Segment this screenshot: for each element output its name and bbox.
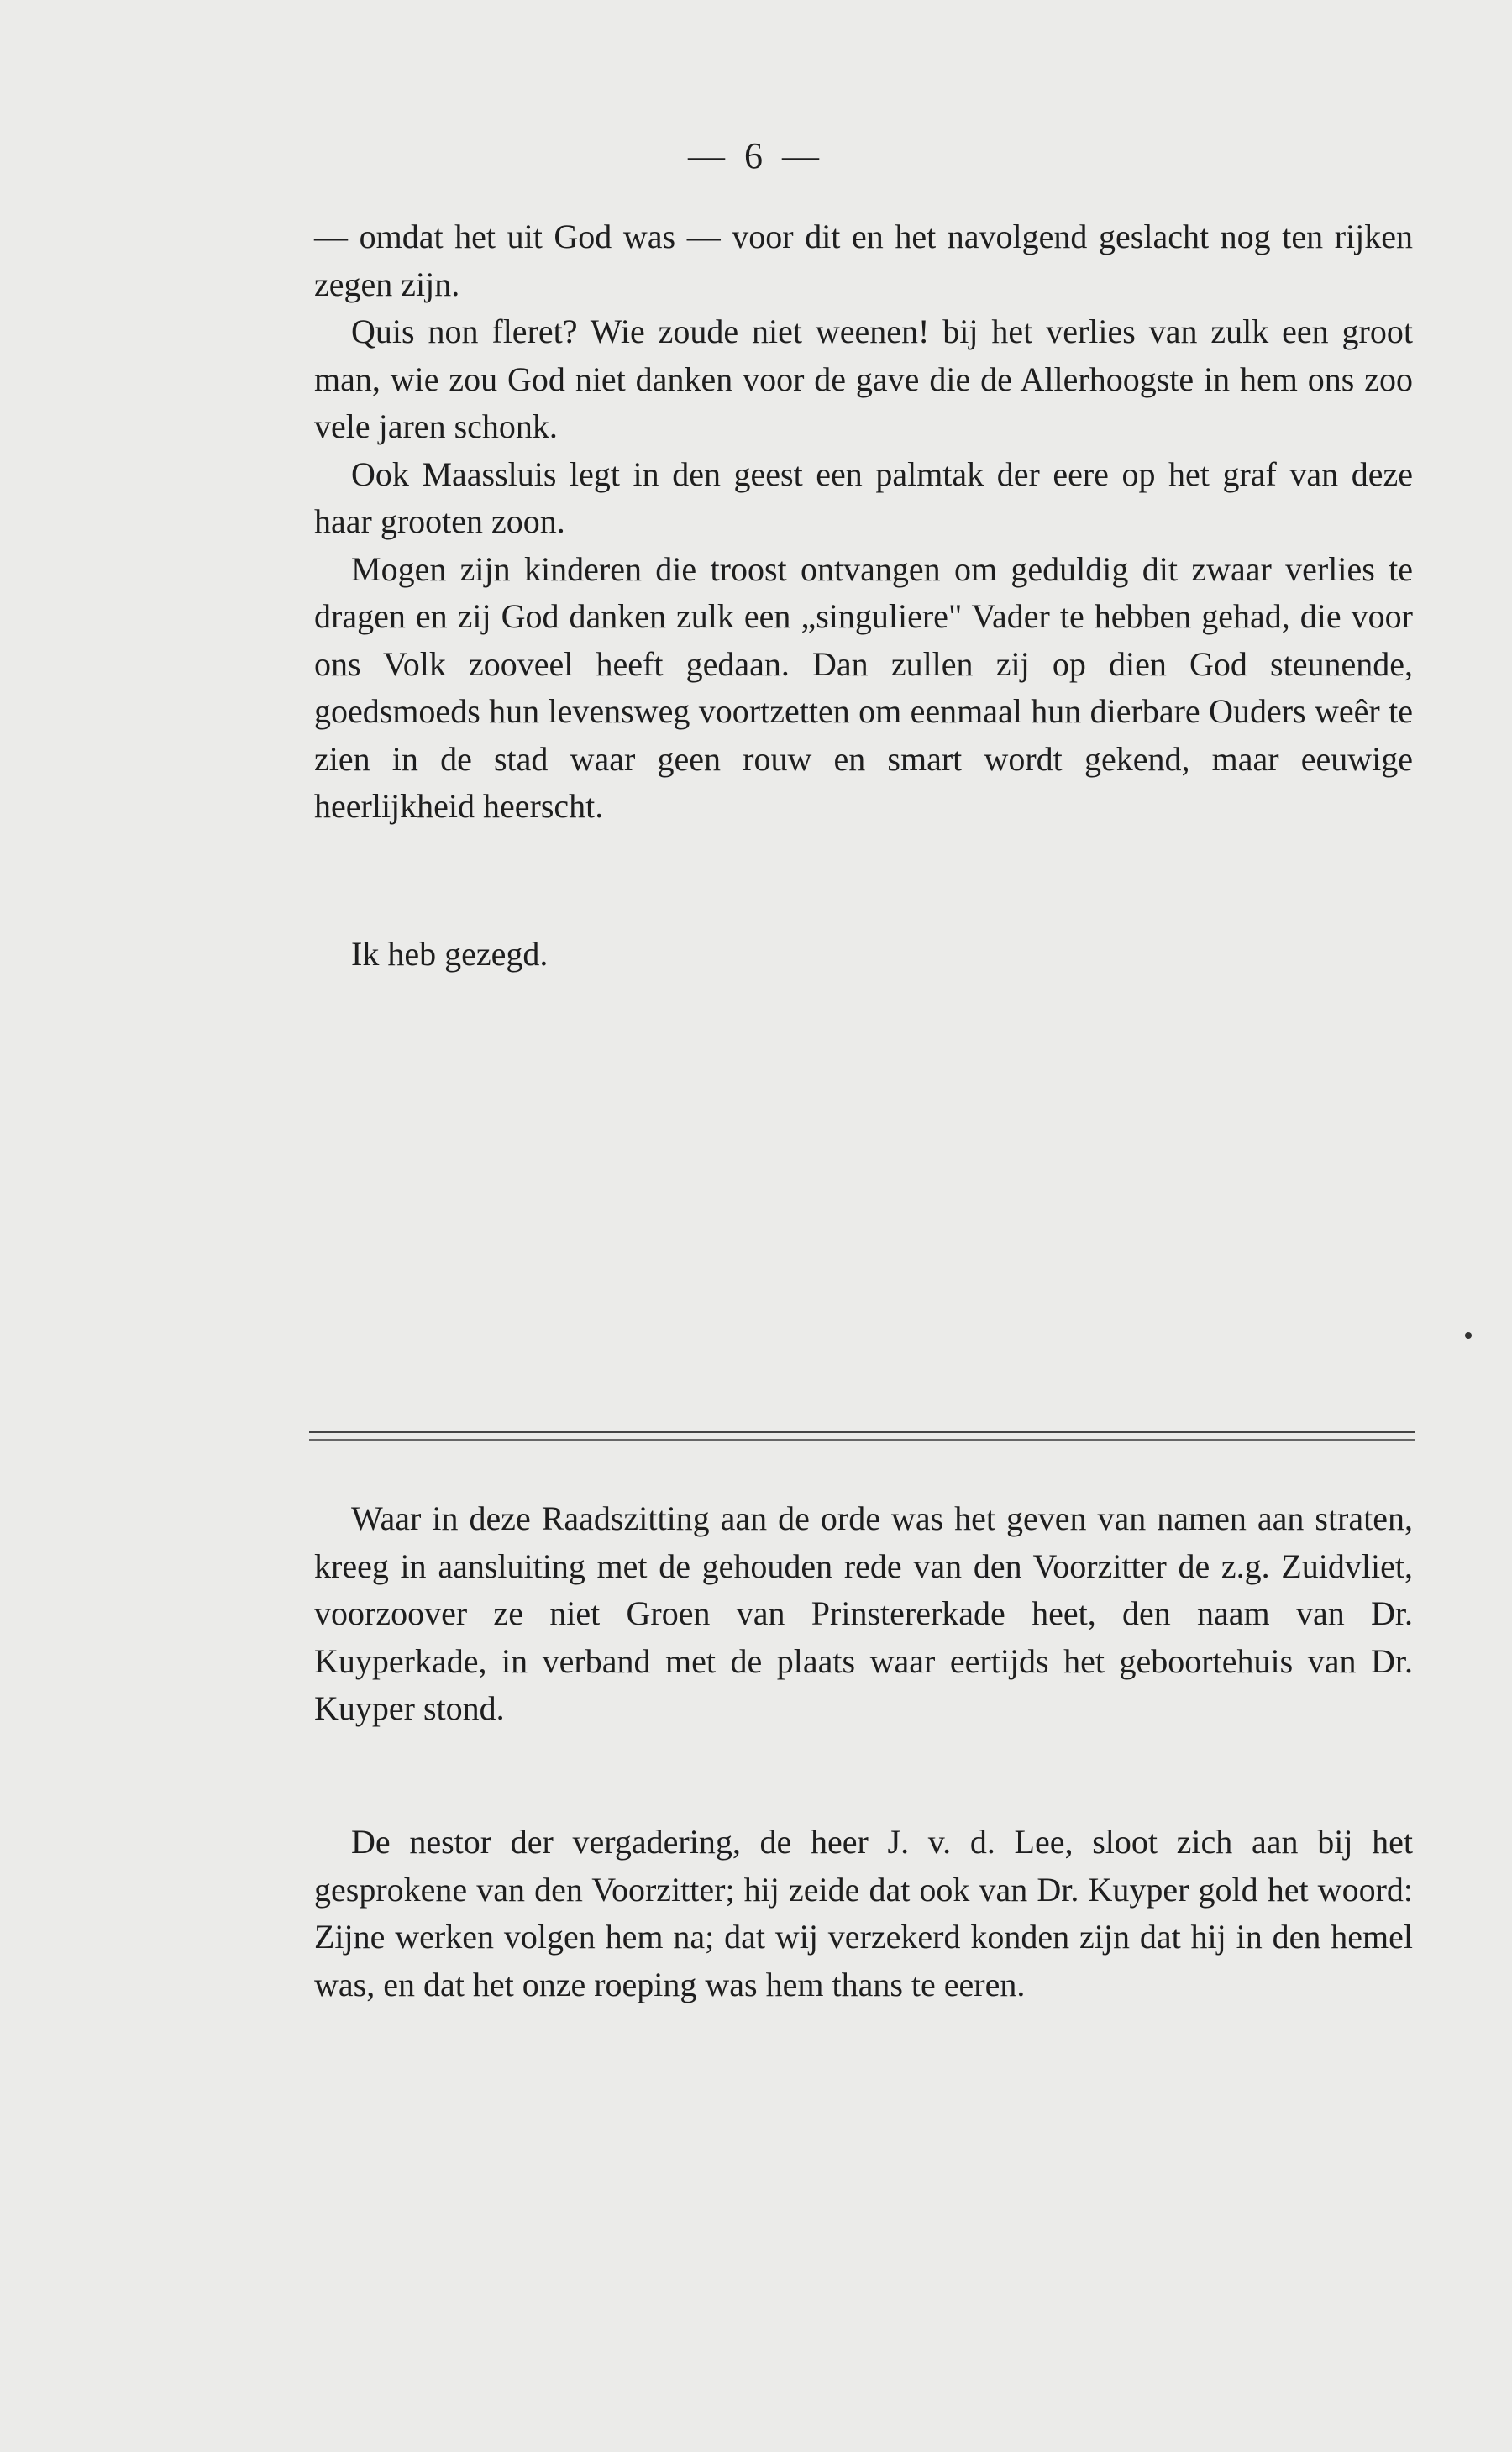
paragraph: Quis non fleret? Wie zoude niet weenen! bij het verlies van zulk een groot man, wie zou God niet danken voor de gave die de Allerhoogste in hem ons zoo vele jaren schonk. [314,312,1413,445]
paragraph: Waar in deze Raadszitting aan de orde was het geven van namen aan straten, kreeg in aansluiting met de gehouden rede van den Voorzitter de z.g. Zuidvliet, voorzoover ze niet Groen van Prinstererkade heet, den naam van Dr. Kuyperkade, in verband met de plaats waar eertijds het geboortehuis van Dr. Kuyper stond. [314,1499,1413,1727]
page-number: — 6 — [688,135,824,176]
report-text [314,1495,1413,1733]
speech-text [314,213,1413,831]
speck-mark [1465,1332,1472,1339]
report-text [314,1819,1413,2008]
paragraph: Mogen zijn kinderen die troost ontvangen om geduldig dit zwaar verlies te dragen en zij God danken zulk een „singuliere" Vader te hebben gehad, die voor ons Volk zooveel heeft gedaan. Dan zullen zij op dien God steunende, goedsmoeds hun levensweg voortzetten om eenmaal hun dierbare Ouders weêr te zien in de stad waar geen rouw en smart wordt gekend, maar eeuwige heerlijkheid heerscht. [314,549,1413,825]
closing-text-block [314,931,1413,979]
section-divider [309,1431,1415,1443]
paragraph: — omdat het uit God was — voor dit en het navolgend geslacht nog ten rijken zegen zijn. [314,218,1413,303]
paragraph: Ook Maassluis legt in den geest een palmtak der eere op het graf van deze haar grooten zoon. [314,454,1413,540]
paragraph: De nestor der vergadering, de heer J. v. d. Lee, sloot zich aan bij het gesprokene van den Voorzitter; hij zeide dat ook van Dr. Kuyper gold het woord: Zijne werken volgen hem na; dat wij verzekerd konden zijn dat hij in den hemel was, en dat het onze roeping was hem thans te eeren. [314,1823,1413,2003]
closing-line: Ik heb gezegd. [351,935,549,973]
